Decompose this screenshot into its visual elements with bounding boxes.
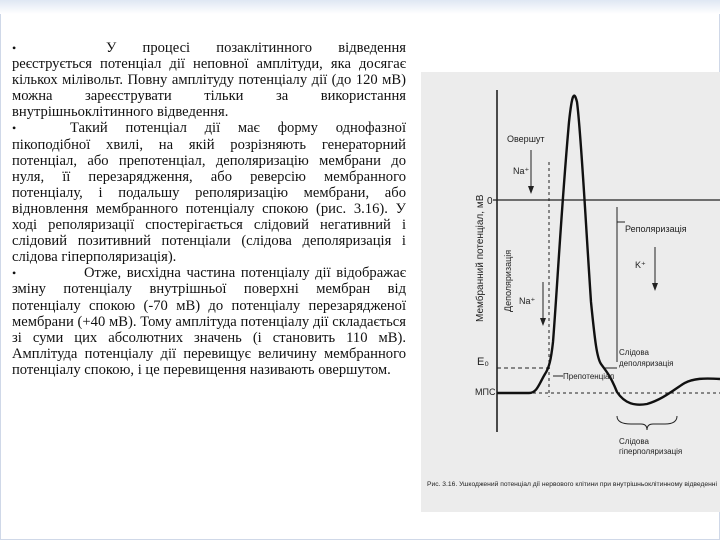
paragraph-3 <box>12 265 406 378</box>
bullet-2: • <box>12 121 17 136</box>
na-top-label: Na⁺ <box>513 166 530 176</box>
trace-depol-label-1: Слідова <box>619 348 649 357</box>
k-arrowhead <box>652 283 658 291</box>
repolarization-label: Реполяризація <box>625 224 687 234</box>
bullet-1: • <box>12 41 17 55</box>
trace-hyper-bracket <box>617 416 677 430</box>
e0-label: E₀ <box>477 356 489 368</box>
overshoot-label: Овершут <box>507 134 545 144</box>
mps-label: МПС <box>475 387 496 397</box>
depolarization-arrowhead <box>540 318 546 326</box>
na-bottom-label: Na⁺ <box>519 296 536 306</box>
action-potential-figure <box>421 72 720 512</box>
bullet-3: • <box>12 266 17 281</box>
paragraph-2-text: Такий потенціал дії має форму однофазної пікоподібної хвилі, на якій розрізняють генераторний потенціал, або препотенціал, деполяризацію мембрани до нуля, її перезарядження, або реверсію мембранного потенціалу, і подальшу реполяризацію мембрани, або відновлення мембранного потенціалу спокою (рис. 3.16). У ході реполяризації спостерігається слідовий негативний і слідовий позитивний потенціали (слідова деполяризація і слідова гіперполяризація). <box>12 120 406 266</box>
overshoot-arrowhead <box>528 186 534 194</box>
k-label: K⁺ <box>635 260 646 270</box>
depolarization-label: Деполяризація <box>503 249 513 312</box>
zero-label: 0 <box>487 196 493 207</box>
slide-top-border <box>0 0 720 14</box>
trace-hyper-label-1: Слідова <box>619 437 649 446</box>
action-potential-diagram <box>421 72 720 512</box>
paragraph-1-text: У процесі позаклітинного відведення реєструється потенціал дії неповної амплітуди, яка досягає кількох мілівольт. Повну амплітуду потенціалу дії (до 120 мВ) можна зареєструвати тільки за використання внутрішньоклітинного відведення. <box>12 40 406 121</box>
prepotential-label: Препотенціал <box>563 372 615 381</box>
trace-hyper-label-2: гіперполяризація <box>619 447 683 456</box>
figure-caption: Рис. 3.16. Ушкоджений потенціал дії нервового клітини при внутрішньоклітинному відведенні <box>427 481 717 488</box>
trace-depol-label-2: деполяризація <box>619 359 674 368</box>
y-axis-label: Мембранний потенціал, мВ <box>475 194 486 322</box>
paragraph-3-text: Отже, висхідна частина потенціалу дії відображає зміну потенціалу внутрішньої поверхні мембран від потенціалу спокою (-70 мВ) до потенціалу перезарядженої мембрани (+40 мВ). Тому амплітуда потенціалу дії складається зі суми цих абсолютних значень (і становить 110 мВ). Амплітуда потенціалу дії перевищує величину мембранного потенціалу спокою, і це перевищення називають овершутом. <box>12 265 406 378</box>
body-text <box>12 40 406 378</box>
paragraph-2 <box>12 120 406 265</box>
paragraph-1 <box>12 40 406 120</box>
